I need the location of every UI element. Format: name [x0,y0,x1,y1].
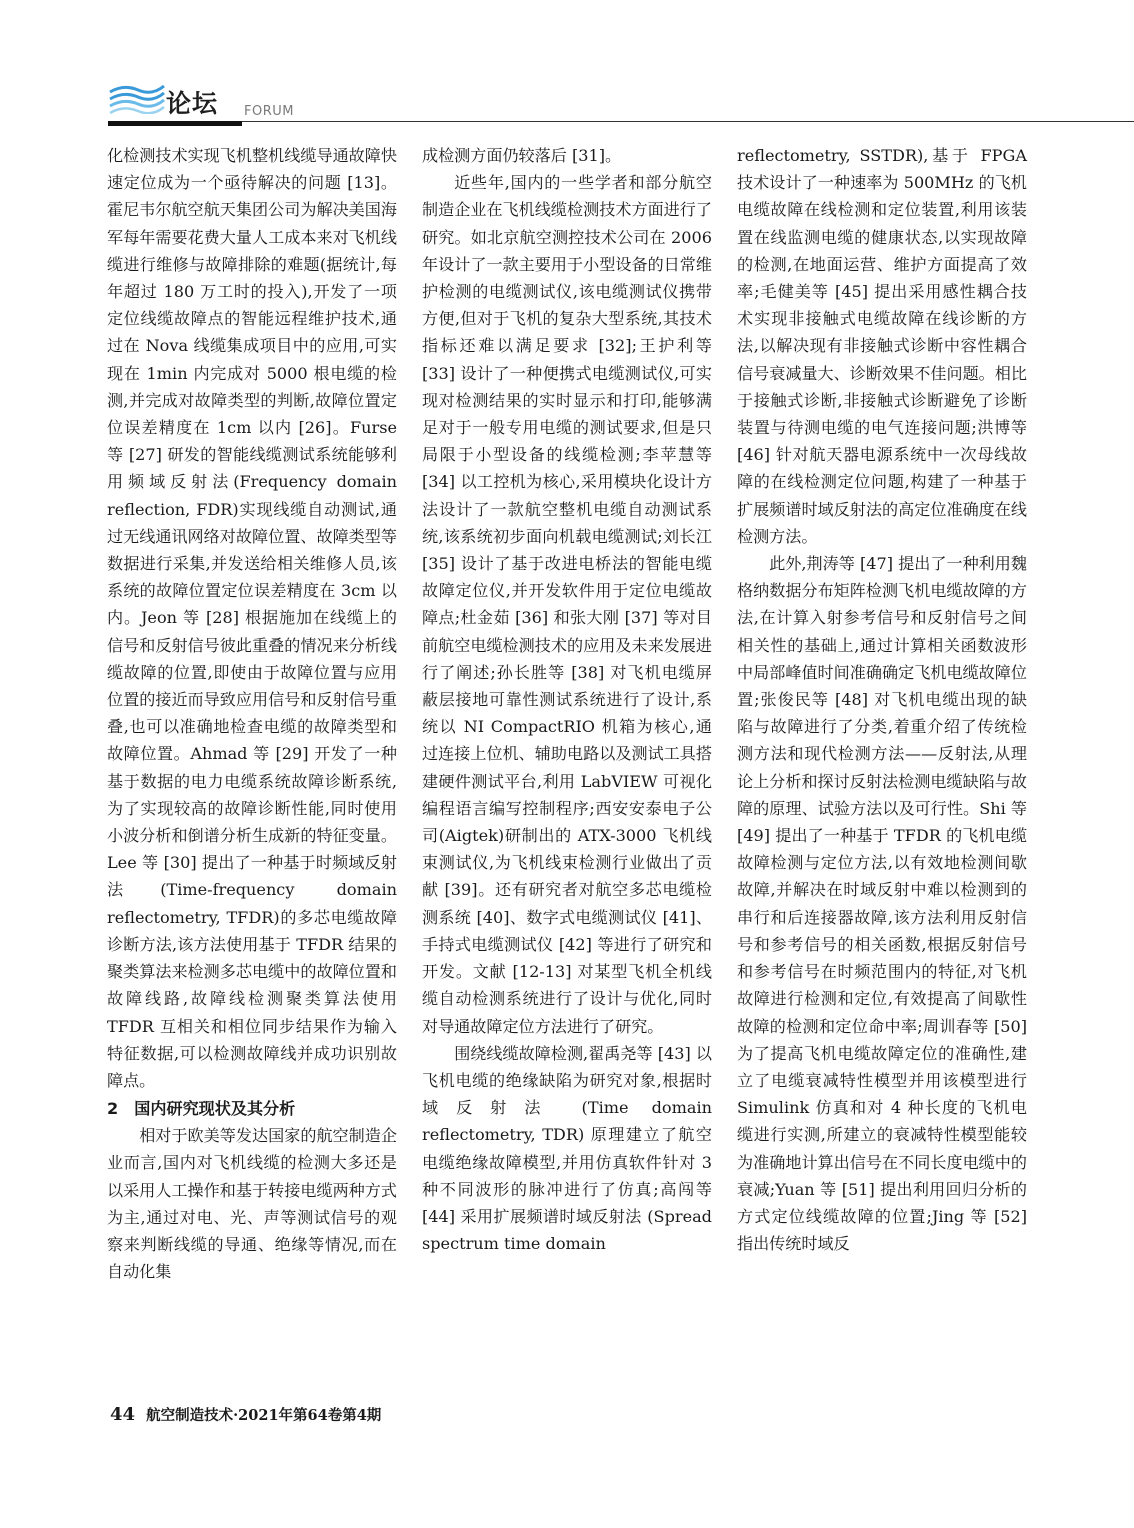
section-heading: 2 国内研究现状及其分析 [107,1099,296,1119]
wave-logo-icon [108,82,166,118]
header-rule-thin [242,121,1134,122]
text-column-2 [422,142,712,1257]
paragraph: reflectometry, SSTDR),基于 FPGA 技术设计了一种速率为 500MHz 的飞机电缆故障在线检测和定位装置,利用该装置在线监测电缆的健康状态,以实现故障的检测,在地面运营、维护方面提高了效率;毛健美等 [45] 提出采用感性耦合技术实现非接触式电缆故障在线诊断的方法,以解决现有非接触式诊断中容性耦合信号衰减量大、诊断效果不佳问题。相比于接触式诊断,非接触式诊断避免了诊断装置与待测电缆的电气连接问题;洪博等 [46] 针对航天器电源系统中一次母线故障的在线检测定位问题,构建了一种基于扩展频谱时域反射法的高定位准确度在线检测方法。 [737,146,1027,546]
paragraph: 化检测技术实现飞机整机线缆导通故障快速定位成为一个亟待解决的问题 [13]。霍尼韦尔航空航天集团公司为解决美国海军每年需要花费大量人工成本来对飞机线缆进行维修与故障排除的难题(据统计,每年超过 180 万工时的投入),开发了一项定位线缆故障点的智能远程维护技术,通过在 Nova 线缆集成项目中的应用,可实现在 1min 内完成对 5000 根电缆的检测,并完成对故障类型的判断,故障位置定位误差精度在 1cm 以内 [26]。Furse 等 [27] 研发的智能线缆测试系统能够利用频域反射法(Frequency domain reflection, FDR)实现线缆自动测试,通过无线通讯网络对故障位置、故障类型等数据进行采集,并发送给相关维修人员,该系统的故障位置定位误差精度在 3cm 以内。Jeon 等 [28] 根据施加在线缆上的信号和反射信号彼此重叠的情况来分析线缆故障的位置,即使由于故障位置与应用位置的接近而导致应用信号和反射信号重叠,也可以准确地检查电缆的故障类型和故障位置。Ahmad 等 [29] 开发了一种基于数据的电力电缆系统故障诊断系统,为了实现较高的故障诊断性能,同时使用小波分析和倒谱分析生成新的特征变量。Lee 等 [30] 提出了一种基于时频域反射法(Time-frequency domain reflectometry, TFDR)的多芯电缆故障诊断方法,该方法使用基于 TFDR 结果的聚类算法来检测多芯电缆中的故障位置和故障线路,故障线检测聚类算法使用 TFDR 互相关和相位同步结果作为输入特征数据,可以检测故障线并成功识别故障点。 [107,146,397,1090]
paragraph: 此外,荆涛等 [47] 提出了一种利用魏格纳数据分布矩阵检测飞机电缆故障的方法,在计算入射参考信号和反射信号之间相关性的基础上,通过计算相关函数波形中局部峰值时间准确确定飞机电缆故障位置;张俊民等 [48] 对飞机电缆出现的缺陷与故障进行了分类,着重介绍了传统检测方法和现代检测方法——反射法,从理论上分析和探讨反射法检测电缆缺陷与故障的原理、试验方法以及可行性。Shi 等 [49] 提出了一种基于 TFDR 的飞机电缆故障检测与定位方法,以有效地检测间歇故障,并解决在时域反射中难以检测到的串行和后连接器故障,该方法利用反射信号和参考信号的相关函数,根据反射信号和参考信号在时频范围内的特征,对飞机故障进行检测和定位,有效提高了间歇性故障的检测和定位命中率;周训春等 [50] 为了提高飞机电缆故障定位的准确性,建立了电缆衰减特性模型并用该模型进行 Simulink 仿真和对 4 种长度的飞机电缆进行实测,所建立的衰减特性模型能较为准确地计算出信号在不同长度电缆中的衰减;Yuan 等 [51] 提出利用回归分析的方式定位线缆故障的位置;Jing 等 [52] 指出传统时域反 [737,554,1027,1254]
header-rule-thick [108,121,242,126]
page-footer [110,1404,381,1425]
journal-citation: 航空制造技术·2021年第64卷第4期 [146,1407,382,1424]
section-title: 论坛 [166,89,219,118]
text-column-3 [737,142,1027,1257]
paragraph: 成检测方面仍较落后 [31]。 [422,146,622,165]
text-column-1 [107,142,397,1285]
paragraph: 围绕线缆故障检测,翟禹尧等 [43] 以飞机电缆的绝缘缺陷为研究对象,根据时域反射法 (Time domain reflectometry, TDR) 原理建立了航空电缆绝缘故障模型,并用仿真软件针对 3 种不同波形的脉冲进行了仿真;高闯等 [44] 采用扩展频谱时域反射法 (Spread spectrum time domain [422,1043,712,1254]
page-header [0,0,1134,130]
section-title-en: FORUM [244,104,294,119]
paragraph: 相对于欧美等发达国家的航空制造企业而言,国内对飞机线缆的检测大多还是以采用人工操作和基于转接电缆两种方式为主,通过对电、光、声等测试信号的观察来判断线缆的导通、绝缘等情况,而在自动化集 [107,1126,397,1282]
page-number: 44 [110,1404,136,1425]
paragraph: 近些年,国内的一些学者和部分航空制造企业在飞机线缆检测技术方面进行了研究。如北京航空测控技术公司在 2006 年设计了一款主要用于小型设备的日常维护检测的电缆测试仪,该电缆测试仪携带方便,但对于飞机的复杂大型系统,其技术指标还难以满足要求 [32];王护利等 [33] 设计了一种便携式电缆测试仪,可实现对检测结果的实时显示和打印,能够满足对于一般专用电缆的测试要求,但是只局限于小型设备的线缆检测;李苹慧等 [34] 以工控机为核心,采用模块化设计方法设计了一款航空整机电缆自动测试系统,该系统初步面向机载电缆测试;刘长江 [35] 设计了基于改进电桥法的智能电缆故障定位仪,并开发软件用于定位电缆故障点;杜金茹 [36] 和张大刚 [37] 等对目前航空电缆检测技术的应用及未来发展进行了阐述;孙长胜等 [38] 对飞机电缆屏蔽层接地可靠性测试系统进行了设计,系统以 NI CompactRIO 机箱为核心,通过连接上位机、辅助电路以及测试工具搭建硬件测试平台,利用 LabVIEW 可视化编程语言编写控制程序;西安安泰电子公司(Aigtek)研制出的 ATX-3000 飞机线束测试仪,为飞机线束检测行业做出了贡献 [39]。还有研究者对航空多芯电缆检测系统 [40]、数字式电缆测试仪 [41]、手持式电缆测试仪 [42] 等进行了研究和开发。文献 [12-13] 对某型飞机全机线缆自动检测系统进行了设计与优化,同时对导通故障定位方法进行了研究。 [422,173,712,1036]
